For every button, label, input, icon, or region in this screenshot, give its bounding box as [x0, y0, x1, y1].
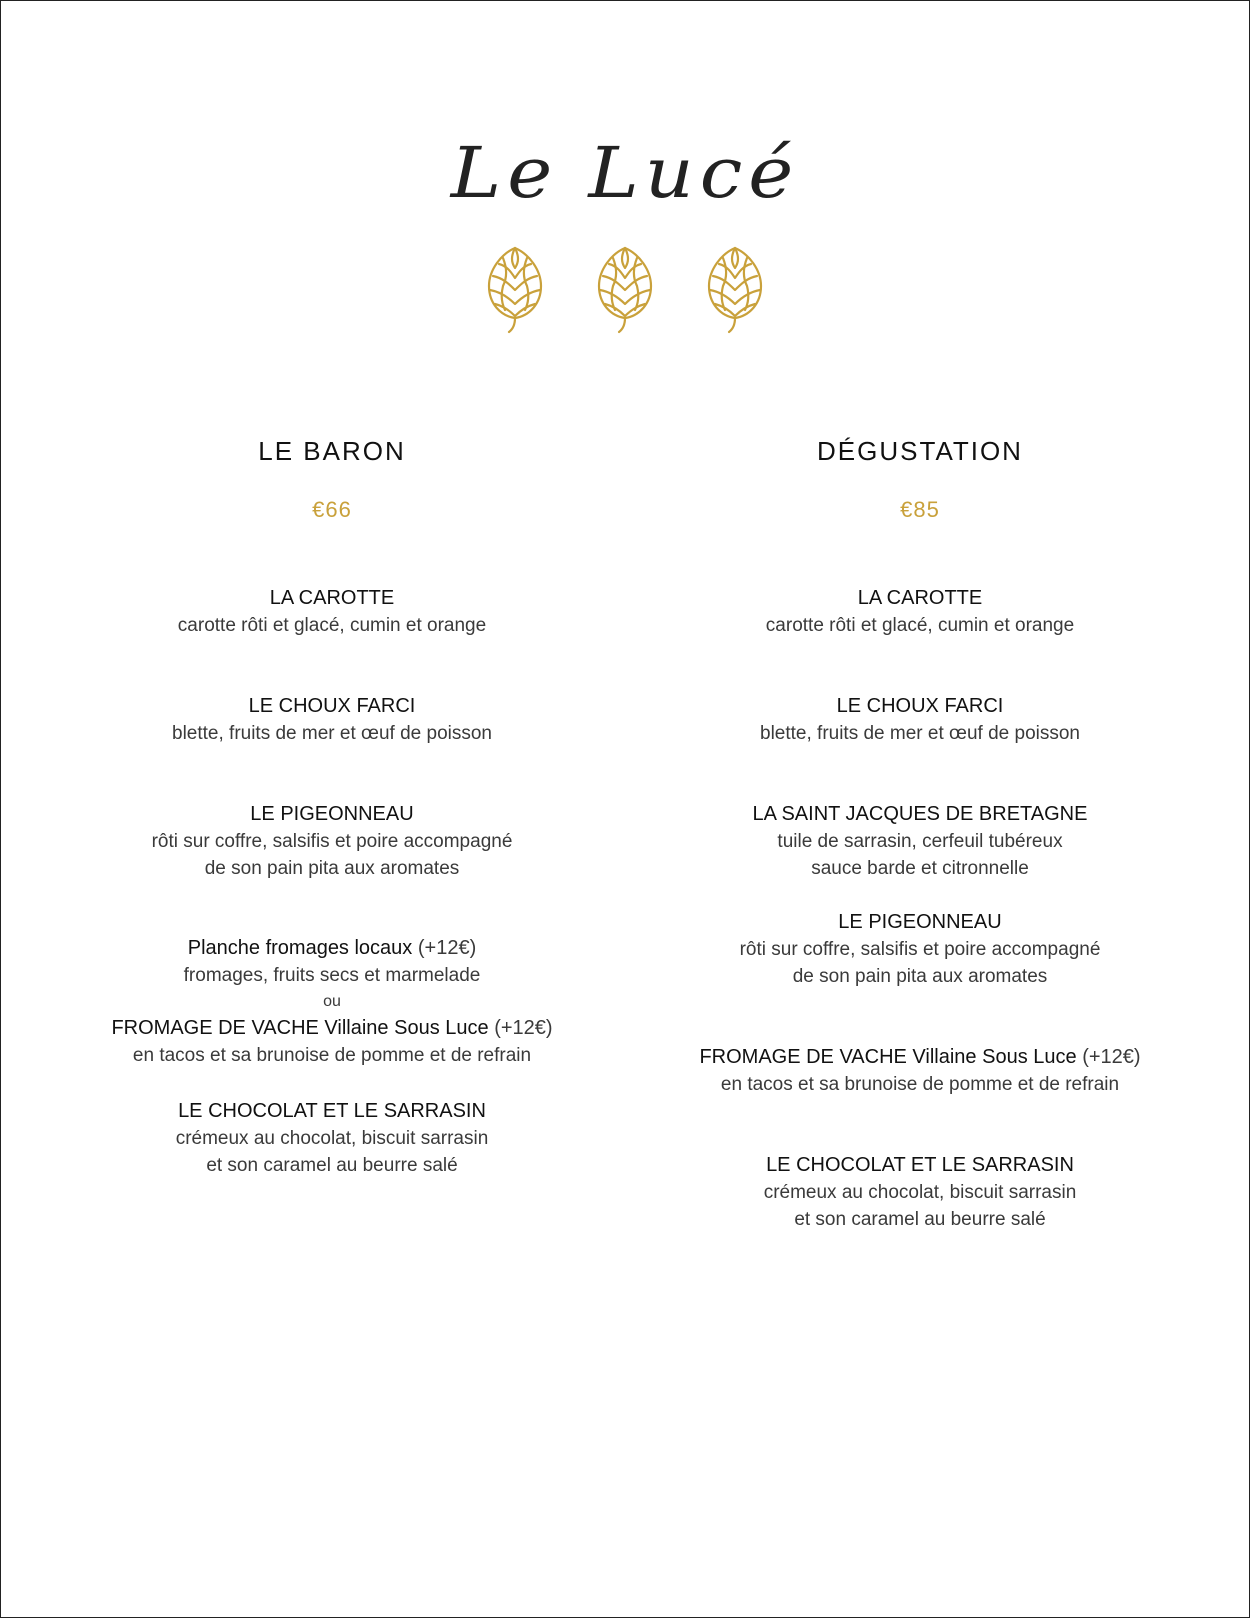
menu-title: LE BARON	[258, 436, 406, 466]
dish-item	[640, 693, 1200, 747]
dish-description: de son pain pita aux aromates	[204, 858, 460, 879]
dish-description: carotte rôti et glacé, cumin et orange	[177, 615, 487, 636]
dish-description: tuile de sarrasin, cerfeuil tubéreux	[777, 831, 1063, 852]
dish-name: LE CHOCOLAT ET LE SARRASIN	[766, 1154, 1074, 1176]
dish-description: en tacos et sa brunoise de pomme et de refrain	[720, 1074, 1120, 1095]
supplement-price: (+12€)	[494, 1017, 553, 1039]
dish-name: LE CHOCOLAT ET LE SARRASIN	[178, 1100, 486, 1122]
supplement-price: (+12€)	[417, 937, 477, 959]
dish-description: crémeux au chocolat, biscuit sarrasin	[175, 1128, 489, 1149]
dish-item	[640, 801, 1200, 882]
dish-name: Planche fromages locaux	[187, 937, 413, 959]
supplement-price: (+12€)	[1082, 1046, 1141, 1068]
pinecone-ornament	[0, 244, 1250, 334]
dish-item	[52, 1098, 612, 1179]
dish-item	[640, 1044, 1200, 1098]
or-separator: ou	[323, 993, 341, 1010]
dish-item	[640, 585, 1200, 639]
dish-name: FROMAGE DE VACHE Villaine Sous Luce	[111, 1017, 489, 1039]
dish-name: LA SAINT JACQUES DE BRETAGNE	[752, 803, 1088, 825]
dish-name: LE CHOUX FARCI	[836, 695, 1004, 717]
dish-name: LA CAROTTE	[857, 587, 983, 609]
dish-item	[52, 693, 612, 747]
dish-name: LE PIGEONNEAU	[250, 803, 414, 825]
dish-description: blette, fruits de mer et œuf de poisson	[760, 723, 1080, 744]
dish-name: LE PIGEONNEAU	[838, 911, 1002, 933]
dish-description: rôti sur coffre, salsifis et poire accompagné	[151, 831, 513, 852]
dish-description: et son caramel au beurre salé	[206, 1155, 458, 1176]
dish-description: de son pain pita aux aromates	[792, 966, 1048, 987]
pinecone-icon	[595, 244, 655, 334]
dish-item	[52, 585, 612, 639]
dish-description: fromages, fruits secs et marmelade	[183, 965, 481, 986]
pinecone-icon	[485, 244, 545, 334]
dish-item	[640, 1152, 1200, 1233]
dish-description: blette, fruits de mer et œuf de poisson	[172, 723, 492, 744]
menu-price: €66	[312, 497, 352, 522]
dish-description: carotte rôti et glacé, cumin et orange	[765, 615, 1075, 636]
dish-name: FROMAGE DE VACHE Villaine Sous Luce	[699, 1046, 1077, 1068]
restaurant-logo: Le Lucé	[450, 131, 800, 214]
dish-item	[52, 801, 612, 882]
menu-title: DÉGUSTATION	[817, 436, 1023, 466]
dish-description: crémeux au chocolat, biscuit sarrasin	[763, 1182, 1077, 1203]
dish-item	[640, 909, 1200, 990]
dish-description: rôti sur coffre, salsifis et poire accompagné	[739, 939, 1101, 960]
dish-name: LE CHOUX FARCI	[248, 695, 416, 717]
dish-description: en tacos et sa brunoise de pomme et de refrain	[132, 1045, 532, 1066]
dish-item	[52, 935, 612, 1069]
dish-description: sauce barde et citronnelle	[811, 858, 1029, 879]
menu-price: €85	[900, 497, 940, 522]
dish-name: LA CAROTTE	[269, 587, 395, 609]
pinecone-icon	[705, 244, 765, 334]
dish-description: et son caramel au beurre salé	[794, 1209, 1046, 1230]
